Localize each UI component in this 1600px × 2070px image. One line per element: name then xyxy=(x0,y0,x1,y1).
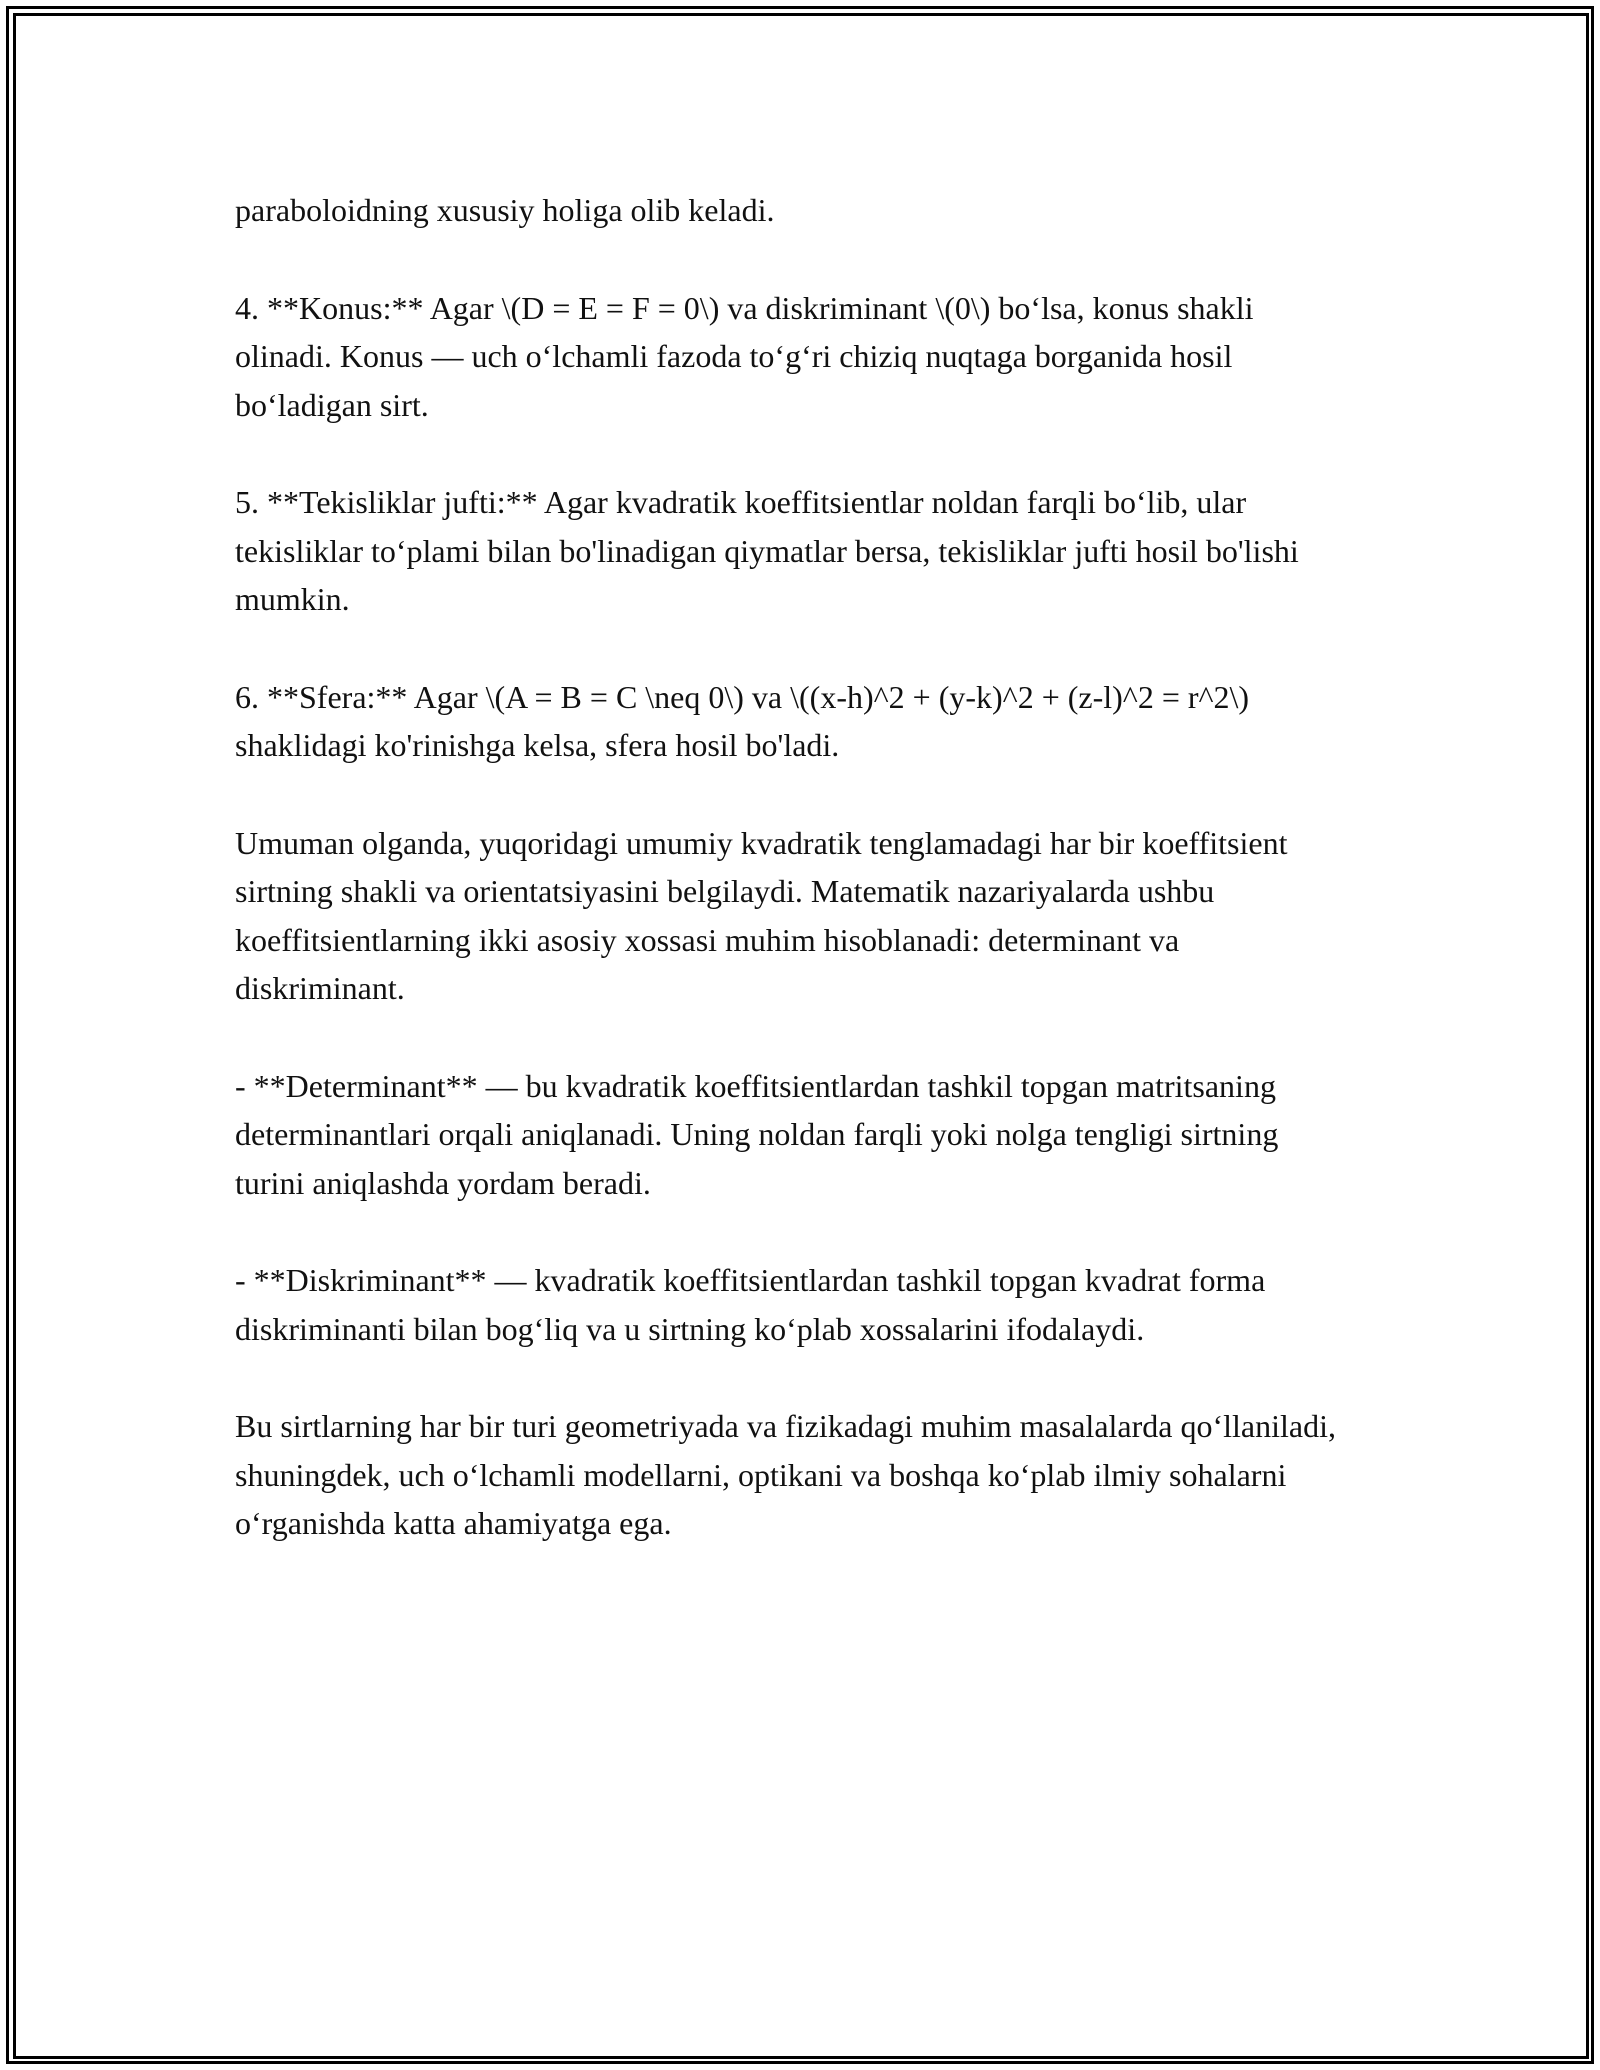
paragraph-summary: Umuman olganda, yuqoridagi umumiy kvadratik tenglamadagi har bir koeffitsient sirtning shakli va orientatsiyasini belgilaydi. Matematik nazariyalarda ushbu koeffitsientlarning ikki asosiy xossasi muhim hisoblanadi: determinant va diskriminant. xyxy=(235,824,1288,1006)
paragraph-paraboloid-continuation: paraboloidning xususiy holiga olib keladi. xyxy=(235,192,775,228)
paragraph-sfera: 6. **Sfera:** Agar \(A = B = C \neq 0\) va \((x-h)^2 + (y-k)^2 + (z-l)^2 = r^2\) shaklidagi ko'rinishga kelsa, sfera hosil bo'ladi. xyxy=(235,678,1250,763)
paragraph-tekisliklar-jufti: 5. **Tekisliklar jufti:** Agar kvadratik koeffitsientlar noldan farqli bo‘lib, ular tekisliklar to‘plami bilan bo'linadigan qiymatlar bersa, tekisliklar jufti hosil bo'lishi mumkin. xyxy=(235,484,1299,617)
paragraph-conclusion: Bu sirtlarning har bir turi geometriyada va fizikadagi muhim masalalarda qo‘llaniladi, shuningdek, uch o‘lchamli modellarni, optikani va boshqa ko‘plab ilmiy sohalarni o‘rganishda katta ahamiyatga ega. xyxy=(235,1408,1336,1541)
document-body xyxy=(235,186,1355,1597)
paragraph-diskriminant: - **Diskriminant** — kvadratik koeffitsientlardan tashkil topgan kvadrat forma diskriminanti bilan bog‘liq va u sirtning ko‘plab xossalarini ifodalaydi. xyxy=(235,1262,1266,1347)
paragraph-determinant: - **Determinant** — bu kvadratik koeffitsientlardan tashkil topgan matritsaning determinantlari orqali aniqlanadi. Uning noldan farqli yoki nolga tengligi sirtning turini aniqlashda yordam beradi. xyxy=(235,1067,1279,1201)
paragraph-konus: 4. **Konus:** Agar \(D = E = F = 0\) va diskriminant \(0\) bo‘lsa, konus shakli olinadi. Konus — uch o‘lchamli fazoda to‘g‘ri chiziq nuqtaga borganida hosil bo‘ladigan sirt. xyxy=(235,289,1254,423)
